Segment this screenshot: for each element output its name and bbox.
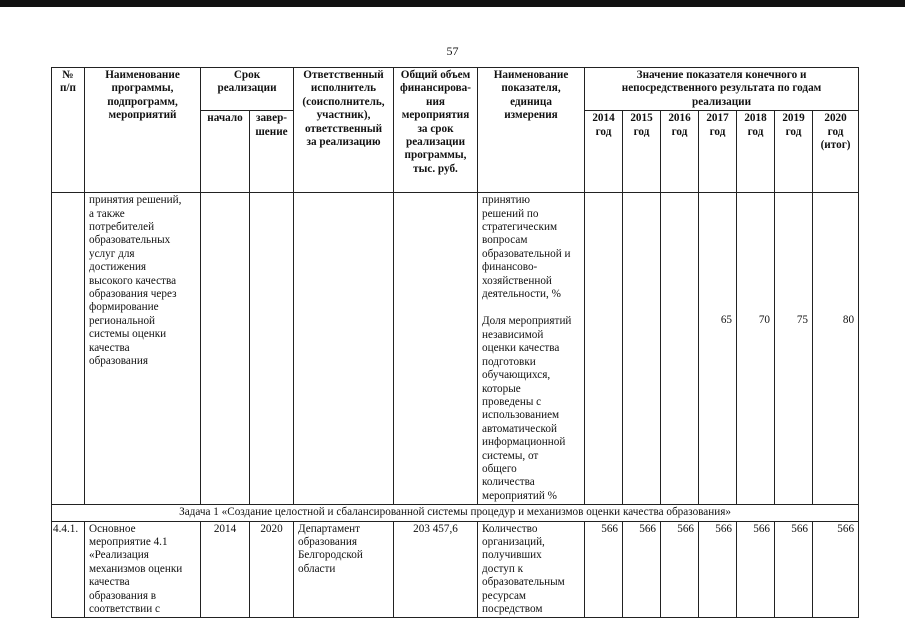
cell-indicator: Количество организаций, получивших доступ к образовательным ресурсам посредством xyxy=(478,521,585,618)
header-year: 2020 год (итог) xyxy=(813,111,859,193)
header-start: начало xyxy=(201,111,250,193)
header-funding: Общий объем финансирова- ния мероприятия за срок реализации программы, тыс. руб. xyxy=(394,68,478,193)
cell-value: 566 xyxy=(813,521,859,618)
header-responsible: Ответственный исполнитель (соисполнитель, участник), ответственный за реализацию xyxy=(294,68,394,193)
cell-value: 566 xyxy=(623,521,661,618)
cell-name: Основное мероприятие 4.1 «Реализация механизмов оценки качества образования в соответствии с xyxy=(85,521,201,618)
header-row-1 xyxy=(52,68,859,111)
header-year: 2019 год xyxy=(775,111,813,193)
indicator-text-b: Доля мероприятий независимой оценки качества подготовки обучающихся, которые проведены с использованием автоматической информационной системы, от общего количества мероприятий % xyxy=(482,315,572,502)
cell-end: 2020 xyxy=(250,521,294,618)
measure-row-4-4-1 xyxy=(52,521,859,618)
header-term: Срок реализации xyxy=(201,68,294,111)
header-name: Наименование программы, подпрограмм, мероприятий xyxy=(85,68,201,193)
header-no: № п/п xyxy=(52,68,85,193)
cell-name: принятия решений, а также потребителей образовательных услуг для достижения высокого качества образования через формирование региональной системы оценки качества образования xyxy=(85,193,201,505)
cell-value: 65 xyxy=(699,193,737,505)
cell-value: 566 xyxy=(775,521,813,618)
task-heading: Задача 1 «Создание целостной и сбалансированной системы процедур и механизмов оценки качества образования» xyxy=(52,505,859,521)
cell-value: 70 xyxy=(737,193,775,505)
cell-value: 566 xyxy=(737,521,775,618)
cell-indicator xyxy=(478,193,585,505)
cell-funding xyxy=(394,193,478,505)
cell-start xyxy=(201,193,250,505)
cell-no xyxy=(52,193,85,505)
header-year: 2014 год xyxy=(585,111,623,193)
cell-value: 80 xyxy=(813,193,859,505)
cell-value: 75 xyxy=(775,193,813,505)
cell-value xyxy=(585,193,623,505)
header-indicator: Наименование показателя, единица измерения xyxy=(478,68,585,193)
cell-value xyxy=(661,193,699,505)
cell-responsible xyxy=(294,193,394,505)
cell-end xyxy=(250,193,294,505)
cell-value: 566 xyxy=(661,521,699,618)
cell-value: 566 xyxy=(699,521,737,618)
cell-funding: 203 457,6 xyxy=(394,521,478,618)
scan-top-edge xyxy=(0,0,905,7)
header-end: завер- шение xyxy=(250,111,294,193)
cell-start: 2014 xyxy=(201,521,250,618)
header-year: 2016 год xyxy=(661,111,699,193)
header-year: 2018 год xyxy=(737,111,775,193)
cell-value xyxy=(623,193,661,505)
task-row xyxy=(52,505,859,521)
program-table xyxy=(51,67,859,618)
header-values: Значение показателя конечного и непосредственного результата по годам реализации xyxy=(585,68,859,111)
header-year: 2015 год xyxy=(623,111,661,193)
cell-no: 4.4.1. xyxy=(52,521,85,618)
cell-responsible: Департамент образования Белгородской области xyxy=(294,521,394,618)
cell-value: 566 xyxy=(585,521,623,618)
continued-row xyxy=(52,193,859,505)
page-number: 57 xyxy=(446,44,459,58)
header-year: 2017 год xyxy=(699,111,737,193)
indicator-text-a: принятию решений по стратегическим вопросам образовательной и финансово- хозяйственной деятельности, % xyxy=(482,194,571,301)
